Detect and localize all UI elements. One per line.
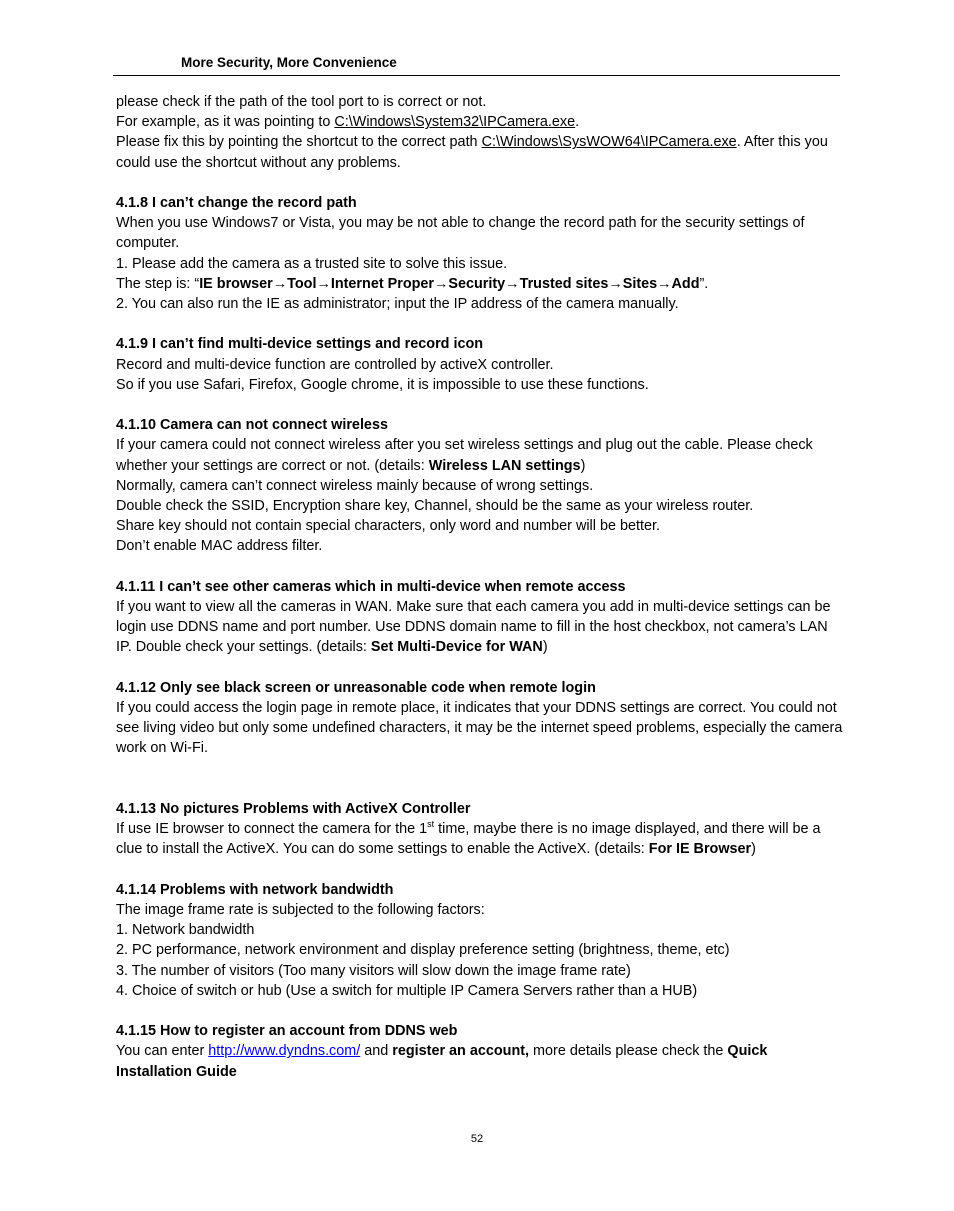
s4110-p1-post: ) (580, 457, 586, 474)
intro-line-2 (116, 112, 844, 132)
s418-step-path: IE browser→Tool→Internet Proper→Security→Trusted sites→Sites→Add (199, 275, 700, 292)
s4115-p1-mid2: more details please check the (529, 1043, 728, 1060)
s4113-p1-post: ) (751, 841, 756, 858)
s4111-p1-post: ) (542, 639, 548, 656)
heading-4-1-12: 4.1.12 Only see black screen or unreasonable code when remote login (116, 679, 596, 696)
s4110-p1 (116, 435, 844, 475)
header-rule (113, 75, 840, 76)
s4110-p3: Double check the SSID, Encryption share key, Channel, should be the same as your wireless router. (116, 498, 754, 515)
heading-4-1-15: 4.1.15 How to register an account from DDNS web (116, 1023, 458, 1040)
document-body (116, 92, 844, 1082)
s418-p4: 2. You can also run the IE as administrator; input the IP address of the camera manually. (116, 296, 679, 313)
quick-installation-guide-ref: Quick Installation Guide (116, 1043, 768, 1080)
s4113-p1-pre: If use IE browser to connect the camera for the 1 (116, 821, 428, 838)
dyndns-link[interactable]: http://www.dyndns.com/ (208, 1043, 361, 1060)
s4110-ref: Wireless LAN settings (428, 457, 581, 474)
list-item: 3. The number of visitors (Too many visitors will slow down the image frame rate) (116, 962, 631, 979)
s418-p3-post: ”. (699, 275, 709, 292)
s419-p2: So if you use Safari, Firefox, Google chrome, it is impossible to use these functions. (116, 376, 649, 393)
heading-4-1-9: 4.1.9 I can’t find multi-device settings and record icon (116, 336, 484, 353)
heading-4-1-8: 4.1.8 I can’t change the record path (116, 195, 357, 211)
s4113-p1-mid: time, maybe there is no image displayed, and there will be a clue to install the ActiveX. You can do some settings to enable the ActiveX. (details: (116, 821, 821, 858)
s4110-p5: Don’t enable MAC address filter. (116, 538, 323, 555)
register-account-text: register an account, (392, 1043, 530, 1060)
intro-line-3-end: . After this you could use the shortcut without any problems. (116, 134, 828, 171)
s4115-p1-pre: You can enter (116, 1043, 209, 1060)
intro-line-3-text: Please fix this by pointing the shortcut to the correct path (116, 134, 482, 151)
intro-line-1: please check if the path of the tool port to is correct or not. (116, 94, 487, 110)
s418-p3-pre: The step is: “ (116, 275, 200, 292)
s4111-p1-pre: If you want to view all the cameras in WAN. Make sure that each camera you add in multi-device settings can be login use DDNS name and port number. Use DDNS domain name to fill in the host checkbox, not camera’s LAN IP. Double check your settings. (details: (116, 599, 831, 656)
heading-4-1-14: 4.1.14 Problems with network bandwidth (116, 881, 394, 898)
s4111-ref: Set Multi-Device for WAN (370, 639, 543, 656)
s4115-p1 (116, 1041, 844, 1081)
heading-4-1-10: 4.1.10 Camera can not connect wireless (116, 417, 388, 434)
s4112-p1: If you could access the login page in remote place, it indicates that your DDNS settings are correct. You could not see living video but only some undefined characters, it may be the internet speed problems, especially the camera work on Wi-Fi. (116, 700, 843, 757)
list-item: 2. PC performance, network environment and display preference setting (brightness, theme, etc) (116, 942, 730, 959)
s418-p1: When you use Windows7 or Vista, you may be not able to change the record path for the security settings of computer. (116, 215, 805, 252)
s4111-p1 (116, 597, 844, 658)
intro-line-3 (116, 132, 844, 172)
s418-p3 (116, 274, 844, 294)
heading-4-1-11: 4.1.11 I can’t see other cameras which in multi-device when remote access (116, 578, 626, 595)
s4115-p1-mid: and (360, 1043, 393, 1060)
ordinal-superscript: st (427, 819, 435, 830)
intro-line-2-text: For example, as it was pointing to (116, 114, 335, 131)
s4113-ref: For IE Browser (648, 841, 752, 858)
page-header-title: More Security, More Convenience (181, 55, 397, 70)
s419-p1: Record and multi-device function are controlled by activeX controller. (116, 356, 554, 373)
s4110-p2: Normally, camera can’t connect wireless mainly because of wrong settings. (116, 477, 594, 494)
path-system32: C:\Windows\System32\IPCamera.exe (334, 114, 576, 131)
list-item: 4. Choice of switch or hub (Use a switch for multiple IP Camera Servers rather than a HUB) (116, 982, 698, 999)
s4110-p4: Share key should not contain special characters, only word and number will be better. (116, 518, 660, 535)
s418-p2: 1. Please add the camera as a trusted site to solve this issue. (116, 255, 508, 272)
s4110-p1-pre: If your camera could not connect wireless after you set wireless settings and plug out the cable. Please check whether your settings are correct or not. (details: (116, 437, 813, 474)
intro-line-2-end: . (575, 114, 580, 131)
heading-4-1-13: 4.1.13 No pictures Problems with ActiveX Controller (116, 801, 471, 818)
s4114-p1: The image frame rate is subjected to the following factors: (116, 902, 485, 919)
list-item: 1. Network bandwidth (116, 922, 255, 939)
s4113-p1 (116, 819, 844, 859)
page-number: 52 (470, 1133, 484, 1145)
path-syswow64: C:\Windows\SysWOW64\IPCamera.exe (481, 134, 737, 151)
